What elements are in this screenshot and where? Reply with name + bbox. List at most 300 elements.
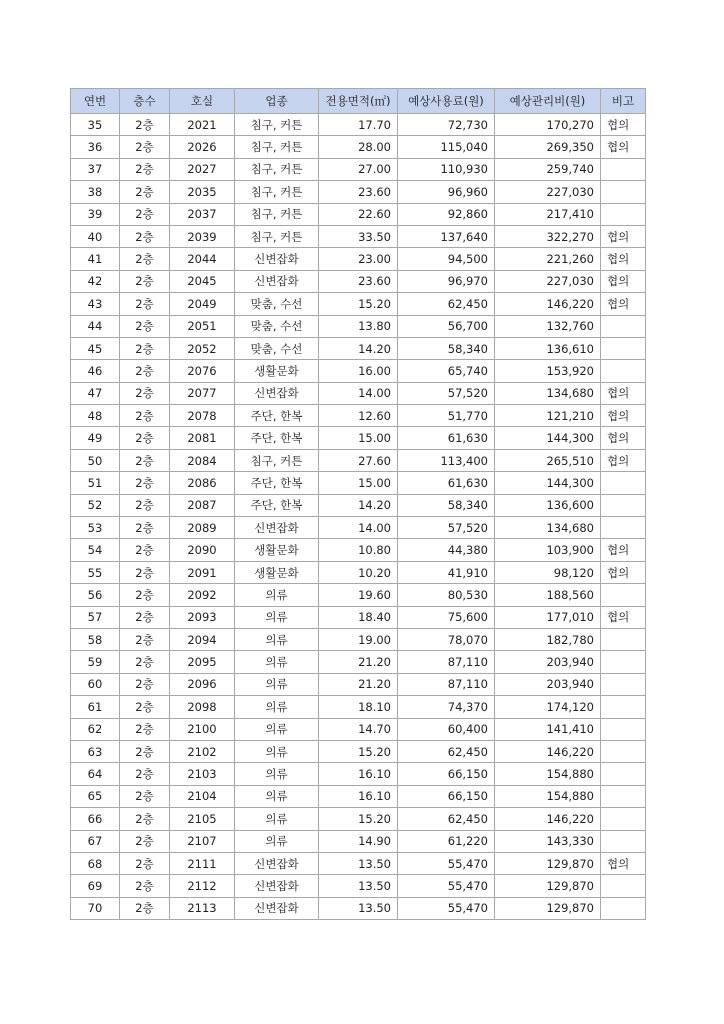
cell-col-serial: 41 <box>71 248 120 270</box>
cell-col-usage-fee: 56,700 <box>398 315 495 337</box>
cell-col-remarks: 협의 <box>601 561 646 583</box>
cell-col-remarks <box>601 315 646 337</box>
cell-col-room: 2039 <box>170 225 235 247</box>
cell-col-floor: 2층 <box>120 830 170 852</box>
table-row <box>71 405 646 427</box>
cell-col-serial: 50 <box>71 449 120 471</box>
cell-col-maintenance-fee: 269,350 <box>495 136 601 158</box>
table-row <box>71 360 646 382</box>
cell-col-serial: 52 <box>71 494 120 516</box>
cell-col-remarks <box>601 181 646 203</box>
cell-col-remarks: 협의 <box>601 852 646 874</box>
cell-col-floor: 2층 <box>120 449 170 471</box>
table-row <box>71 158 646 180</box>
cell-col-remarks: 협의 <box>601 427 646 449</box>
cell-col-room: 2027 <box>170 158 235 180</box>
table-row <box>71 293 646 315</box>
cell-col-business-type: 맞춤, 수선 <box>235 337 319 359</box>
cell-col-business-type: 신변잡화 <box>235 875 319 897</box>
cell-col-business-type: 침구, 커튼 <box>235 203 319 225</box>
cell-col-maintenance-fee: 265,510 <box>495 449 601 471</box>
table-row <box>71 248 646 270</box>
cell-col-usage-fee: 78,070 <box>398 628 495 650</box>
cell-col-area: 13.80 <box>319 315 398 337</box>
cell-col-usage-fee: 92,860 <box>398 203 495 225</box>
table-row <box>71 136 646 158</box>
cell-col-remarks <box>601 673 646 695</box>
cell-col-room: 2107 <box>170 830 235 852</box>
cell-col-serial: 48 <box>71 405 120 427</box>
table-row <box>71 785 646 807</box>
cell-col-floor: 2층 <box>120 763 170 785</box>
cell-col-floor: 2층 <box>120 785 170 807</box>
cell-col-area: 17.70 <box>319 114 398 136</box>
cell-col-remarks: 협의 <box>601 114 646 136</box>
cell-col-remarks <box>601 696 646 718</box>
cell-col-floor: 2층 <box>120 248 170 270</box>
cell-col-serial: 45 <box>71 337 120 359</box>
cell-col-area: 27.60 <box>319 449 398 471</box>
cell-col-floor: 2층 <box>120 740 170 762</box>
cell-col-maintenance-fee: 227,030 <box>495 181 601 203</box>
cell-col-maintenance-fee: 103,900 <box>495 539 601 561</box>
cell-col-business-type: 침구, 커튼 <box>235 181 319 203</box>
cell-col-maintenance-fee: 203,940 <box>495 651 601 673</box>
cell-col-remarks <box>601 740 646 762</box>
table-row <box>71 315 646 337</box>
cell-col-remarks: 협의 <box>601 539 646 561</box>
cell-col-remarks <box>601 651 646 673</box>
table-row <box>71 584 646 606</box>
cell-col-usage-fee: 51,770 <box>398 405 495 427</box>
cell-col-serial: 61 <box>71 696 120 718</box>
cell-col-remarks: 협의 <box>601 405 646 427</box>
cell-col-serial: 54 <box>71 539 120 561</box>
cell-col-room: 2090 <box>170 539 235 561</box>
cell-col-maintenance-fee: 177,010 <box>495 606 601 628</box>
cell-col-room: 2077 <box>170 382 235 404</box>
cell-col-remarks <box>601 897 646 919</box>
cell-col-maintenance-fee: 188,560 <box>495 584 601 606</box>
cell-col-floor: 2층 <box>120 427 170 449</box>
cell-col-usage-fee: 94,500 <box>398 248 495 270</box>
cell-col-floor: 2층 <box>120 718 170 740</box>
cell-col-maintenance-fee: 154,880 <box>495 785 601 807</box>
cell-col-usage-fee: 87,110 <box>398 673 495 695</box>
table-row <box>71 114 646 136</box>
cell-col-usage-fee: 137,640 <box>398 225 495 247</box>
cell-col-area: 14.20 <box>319 494 398 516</box>
cell-col-maintenance-fee: 143,330 <box>495 830 601 852</box>
cell-col-serial: 68 <box>71 852 120 874</box>
cell-col-usage-fee: 60,400 <box>398 718 495 740</box>
cell-col-remarks: 협의 <box>601 449 646 471</box>
table-row <box>71 494 646 516</box>
cell-col-room: 2100 <box>170 718 235 740</box>
header-col-room: 호실 <box>170 89 235 114</box>
cell-col-serial: 58 <box>71 628 120 650</box>
cell-col-area: 27.00 <box>319 158 398 180</box>
cell-col-usage-fee: 57,520 <box>398 517 495 539</box>
header-col-serial: 연번 <box>71 89 120 114</box>
table-row <box>71 449 646 471</box>
cell-col-remarks: 협의 <box>601 270 646 292</box>
cell-col-remarks <box>601 472 646 494</box>
cell-col-maintenance-fee: 129,870 <box>495 875 601 897</box>
cell-col-serial: 39 <box>71 203 120 225</box>
cell-col-area: 13.50 <box>319 897 398 919</box>
table-row <box>71 181 646 203</box>
cell-col-maintenance-fee: 170,270 <box>495 114 601 136</box>
table-row <box>71 651 646 673</box>
cell-col-area: 10.20 <box>319 561 398 583</box>
cell-col-area: 23.60 <box>319 270 398 292</box>
cell-col-floor: 2층 <box>120 808 170 830</box>
cell-col-floor: 2층 <box>120 337 170 359</box>
cell-col-usage-fee: 72,730 <box>398 114 495 136</box>
cell-col-business-type: 의류 <box>235 606 319 628</box>
cell-col-remarks: 협의 <box>601 136 646 158</box>
cell-col-floor: 2층 <box>120 852 170 874</box>
cell-col-remarks: 협의 <box>601 248 646 270</box>
table-row <box>71 472 646 494</box>
cell-col-maintenance-fee: 322,270 <box>495 225 601 247</box>
cell-col-serial: 46 <box>71 360 120 382</box>
cell-col-room: 2076 <box>170 360 235 382</box>
cell-col-business-type: 의류 <box>235 584 319 606</box>
cell-col-area: 18.40 <box>319 606 398 628</box>
cell-col-floor: 2층 <box>120 203 170 225</box>
cell-col-usage-fee: 96,970 <box>398 270 495 292</box>
cell-col-remarks <box>601 584 646 606</box>
cell-col-maintenance-fee: 136,600 <box>495 494 601 516</box>
table-row <box>71 740 646 762</box>
table-row <box>71 561 646 583</box>
table-row <box>71 718 646 740</box>
header-col-business-type: 업종 <box>235 89 319 114</box>
table-row <box>71 539 646 561</box>
cell-col-room: 2095 <box>170 651 235 673</box>
cell-col-maintenance-fee: 144,300 <box>495 472 601 494</box>
cell-col-remarks <box>601 203 646 225</box>
cell-col-maintenance-fee: 182,780 <box>495 628 601 650</box>
cell-col-maintenance-fee: 136,610 <box>495 337 601 359</box>
cell-col-serial: 40 <box>71 225 120 247</box>
cell-col-room: 2049 <box>170 293 235 315</box>
table-row <box>71 852 646 874</box>
cell-col-serial: 60 <box>71 673 120 695</box>
cell-col-room: 2078 <box>170 405 235 427</box>
cell-col-serial: 69 <box>71 875 120 897</box>
cell-col-serial: 43 <box>71 293 120 315</box>
cell-col-serial: 49 <box>71 427 120 449</box>
table-header-row <box>71 89 646 114</box>
cell-col-maintenance-fee: 141,410 <box>495 718 601 740</box>
cell-col-room: 2081 <box>170 427 235 449</box>
cell-col-floor: 2층 <box>120 517 170 539</box>
cell-col-maintenance-fee: 259,740 <box>495 158 601 180</box>
cell-col-business-type: 침구, 커튼 <box>235 114 319 136</box>
cell-col-remarks <box>601 808 646 830</box>
cell-col-usage-fee: 41,910 <box>398 561 495 583</box>
table-row <box>71 606 646 628</box>
cell-col-remarks <box>601 763 646 785</box>
cell-col-usage-fee: 74,370 <box>398 696 495 718</box>
cell-col-maintenance-fee: 217,410 <box>495 203 601 225</box>
cell-col-area: 13.50 <box>319 875 398 897</box>
cell-col-usage-fee: 61,630 <box>398 427 495 449</box>
cell-col-floor: 2층 <box>120 360 170 382</box>
shop-listing-table <box>70 88 646 920</box>
cell-col-remarks <box>601 785 646 807</box>
cell-col-maintenance-fee: 144,300 <box>495 427 601 449</box>
cell-col-floor: 2층 <box>120 584 170 606</box>
cell-col-usage-fee: 62,450 <box>398 293 495 315</box>
cell-col-business-type: 의류 <box>235 830 319 852</box>
cell-col-business-type: 주단, 한복 <box>235 472 319 494</box>
header-col-remarks: 비고 <box>601 89 646 114</box>
cell-col-serial: 44 <box>71 315 120 337</box>
cell-col-area: 22.60 <box>319 203 398 225</box>
cell-col-room: 2111 <box>170 852 235 874</box>
cell-col-serial: 37 <box>71 158 120 180</box>
cell-col-serial: 56 <box>71 584 120 606</box>
table-row <box>71 427 646 449</box>
cell-col-business-type: 의류 <box>235 740 319 762</box>
cell-col-room: 2044 <box>170 248 235 270</box>
cell-col-maintenance-fee: 203,940 <box>495 673 601 695</box>
cell-col-room: 2112 <box>170 875 235 897</box>
cell-col-serial: 53 <box>71 517 120 539</box>
cell-col-serial: 47 <box>71 382 120 404</box>
cell-col-serial: 35 <box>71 114 120 136</box>
cell-col-business-type: 침구, 커튼 <box>235 158 319 180</box>
cell-col-floor: 2층 <box>120 875 170 897</box>
cell-col-area: 18.10 <box>319 696 398 718</box>
table-row <box>71 270 646 292</box>
cell-col-floor: 2층 <box>120 270 170 292</box>
cell-col-area: 14.70 <box>319 718 398 740</box>
cell-col-area: 33.50 <box>319 225 398 247</box>
cell-col-floor: 2층 <box>120 897 170 919</box>
cell-col-floor: 2층 <box>120 382 170 404</box>
table-row <box>71 808 646 830</box>
cell-col-maintenance-fee: 146,220 <box>495 740 601 762</box>
cell-col-maintenance-fee: 154,880 <box>495 763 601 785</box>
cell-col-area: 21.20 <box>319 651 398 673</box>
cell-col-usage-fee: 62,450 <box>398 808 495 830</box>
cell-col-serial: 63 <box>71 740 120 762</box>
cell-col-business-type: 생활문화 <box>235 561 319 583</box>
cell-col-business-type: 의류 <box>235 628 319 650</box>
cell-col-usage-fee: 55,470 <box>398 852 495 874</box>
cell-col-serial: 57 <box>71 606 120 628</box>
cell-col-floor: 2층 <box>120 315 170 337</box>
cell-col-floor: 2층 <box>120 136 170 158</box>
cell-col-usage-fee: 113,400 <box>398 449 495 471</box>
cell-col-remarks <box>601 875 646 897</box>
cell-col-maintenance-fee: 134,680 <box>495 517 601 539</box>
cell-col-business-type: 의류 <box>235 673 319 695</box>
cell-col-business-type: 신변잡화 <box>235 897 319 919</box>
cell-col-business-type: 의류 <box>235 718 319 740</box>
cell-col-floor: 2층 <box>120 293 170 315</box>
table-body <box>71 114 646 920</box>
cell-col-area: 15.20 <box>319 740 398 762</box>
cell-col-remarks: 협의 <box>601 225 646 247</box>
cell-col-floor: 2층 <box>120 181 170 203</box>
cell-col-serial: 36 <box>71 136 120 158</box>
cell-col-remarks <box>601 360 646 382</box>
cell-col-maintenance-fee: 134,680 <box>495 382 601 404</box>
cell-col-serial: 70 <box>71 897 120 919</box>
cell-col-business-type: 신변잡화 <box>235 517 319 539</box>
cell-col-area: 15.00 <box>319 427 398 449</box>
cell-col-room: 2102 <box>170 740 235 762</box>
cell-col-remarks <box>601 718 646 740</box>
cell-col-maintenance-fee: 146,220 <box>495 293 601 315</box>
cell-col-remarks <box>601 628 646 650</box>
cell-col-serial: 66 <box>71 808 120 830</box>
cell-col-business-type: 침구, 커튼 <box>235 225 319 247</box>
cell-col-serial: 51 <box>71 472 120 494</box>
cell-col-area: 16.10 <box>319 785 398 807</box>
cell-col-usage-fee: 87,110 <box>398 651 495 673</box>
cell-col-room: 2094 <box>170 628 235 650</box>
cell-col-area: 16.00 <box>319 360 398 382</box>
cell-col-usage-fee: 80,530 <box>398 584 495 606</box>
cell-col-floor: 2층 <box>120 696 170 718</box>
cell-col-maintenance-fee: 129,870 <box>495 897 601 919</box>
table-row <box>71 673 646 695</box>
cell-col-business-type: 침구, 커튼 <box>235 136 319 158</box>
cell-col-serial: 64 <box>71 763 120 785</box>
cell-col-area: 21.20 <box>319 673 398 695</box>
table-row <box>71 830 646 852</box>
cell-col-area: 14.00 <box>319 517 398 539</box>
cell-col-business-type: 의류 <box>235 651 319 673</box>
cell-col-serial: 65 <box>71 785 120 807</box>
cell-col-room: 2026 <box>170 136 235 158</box>
table-row <box>71 897 646 919</box>
cell-col-business-type: 신변잡화 <box>235 270 319 292</box>
header-col-floor: 층수 <box>120 89 170 114</box>
cell-col-floor: 2층 <box>120 472 170 494</box>
table-row <box>71 225 646 247</box>
cell-col-room: 2092 <box>170 584 235 606</box>
cell-col-remarks <box>601 494 646 516</box>
cell-col-business-type: 주단, 한복 <box>235 405 319 427</box>
cell-col-remarks: 협의 <box>601 382 646 404</box>
cell-col-room: 2113 <box>170 897 235 919</box>
cell-col-area: 12.60 <box>319 405 398 427</box>
cell-col-business-type: 의류 <box>235 696 319 718</box>
cell-col-usage-fee: 57,520 <box>398 382 495 404</box>
cell-col-area: 23.00 <box>319 248 398 270</box>
cell-col-area: 16.10 <box>319 763 398 785</box>
cell-col-room: 2089 <box>170 517 235 539</box>
cell-col-floor: 2층 <box>120 606 170 628</box>
cell-col-maintenance-fee: 146,220 <box>495 808 601 830</box>
cell-col-floor: 2층 <box>120 539 170 561</box>
cell-col-room: 2037 <box>170 203 235 225</box>
cell-col-usage-fee: 55,470 <box>398 897 495 919</box>
cell-col-room: 2096 <box>170 673 235 695</box>
cell-col-floor: 2층 <box>120 673 170 695</box>
cell-col-floor: 2층 <box>120 114 170 136</box>
cell-col-floor: 2층 <box>120 494 170 516</box>
cell-col-area: 10.80 <box>319 539 398 561</box>
cell-col-remarks: 협의 <box>601 293 646 315</box>
cell-col-room: 2103 <box>170 763 235 785</box>
cell-col-floor: 2층 <box>120 158 170 180</box>
cell-col-room: 2098 <box>170 696 235 718</box>
cell-col-remarks <box>601 158 646 180</box>
cell-col-maintenance-fee: 121,210 <box>495 405 601 427</box>
cell-col-usage-fee: 55,470 <box>398 875 495 897</box>
cell-col-remarks: 협의 <box>601 606 646 628</box>
cell-col-business-type: 신변잡화 <box>235 248 319 270</box>
cell-col-room: 2091 <box>170 561 235 583</box>
cell-col-usage-fee: 58,340 <box>398 337 495 359</box>
header-col-maintenance-fee: 예상관리비(원) <box>495 89 601 114</box>
cell-col-remarks <box>601 517 646 539</box>
cell-col-floor: 2층 <box>120 651 170 673</box>
cell-col-business-type: 맞춤, 수선 <box>235 315 319 337</box>
cell-col-business-type: 주단, 한복 <box>235 427 319 449</box>
cell-col-room: 2105 <box>170 808 235 830</box>
cell-col-usage-fee: 58,340 <box>398 494 495 516</box>
table-row <box>71 875 646 897</box>
cell-col-usage-fee: 75,600 <box>398 606 495 628</box>
cell-col-serial: 67 <box>71 830 120 852</box>
cell-col-room: 2051 <box>170 315 235 337</box>
cell-col-room: 2045 <box>170 270 235 292</box>
cell-col-usage-fee: 61,220 <box>398 830 495 852</box>
cell-col-serial: 59 <box>71 651 120 673</box>
cell-col-business-type: 신변잡화 <box>235 382 319 404</box>
cell-col-business-type: 신변잡화 <box>235 852 319 874</box>
cell-col-usage-fee: 110,930 <box>398 158 495 180</box>
cell-col-business-type: 주단, 한복 <box>235 494 319 516</box>
cell-col-business-type: 맞춤, 수선 <box>235 293 319 315</box>
cell-col-serial: 55 <box>71 561 120 583</box>
cell-col-floor: 2층 <box>120 225 170 247</box>
cell-col-usage-fee: 66,150 <box>398 763 495 785</box>
cell-col-room: 2087 <box>170 494 235 516</box>
cell-col-serial: 62 <box>71 718 120 740</box>
cell-col-area: 15.20 <box>319 808 398 830</box>
header-col-usage-fee: 예상사용료(원) <box>398 89 495 114</box>
cell-col-room: 2086 <box>170 472 235 494</box>
cell-col-business-type: 의류 <box>235 808 319 830</box>
cell-col-area: 19.00 <box>319 628 398 650</box>
cell-col-serial: 38 <box>71 181 120 203</box>
cell-col-area: 19.60 <box>319 584 398 606</box>
cell-col-usage-fee: 96,960 <box>398 181 495 203</box>
cell-col-room: 2104 <box>170 785 235 807</box>
cell-col-usage-fee: 66,150 <box>398 785 495 807</box>
cell-col-area: 14.90 <box>319 830 398 852</box>
table-row <box>71 382 646 404</box>
cell-col-room: 2035 <box>170 181 235 203</box>
cell-col-maintenance-fee: 132,760 <box>495 315 601 337</box>
cell-col-area: 28.00 <box>319 136 398 158</box>
cell-col-floor: 2층 <box>120 628 170 650</box>
cell-col-business-type: 의류 <box>235 763 319 785</box>
table-row <box>71 203 646 225</box>
cell-col-floor: 2층 <box>120 561 170 583</box>
